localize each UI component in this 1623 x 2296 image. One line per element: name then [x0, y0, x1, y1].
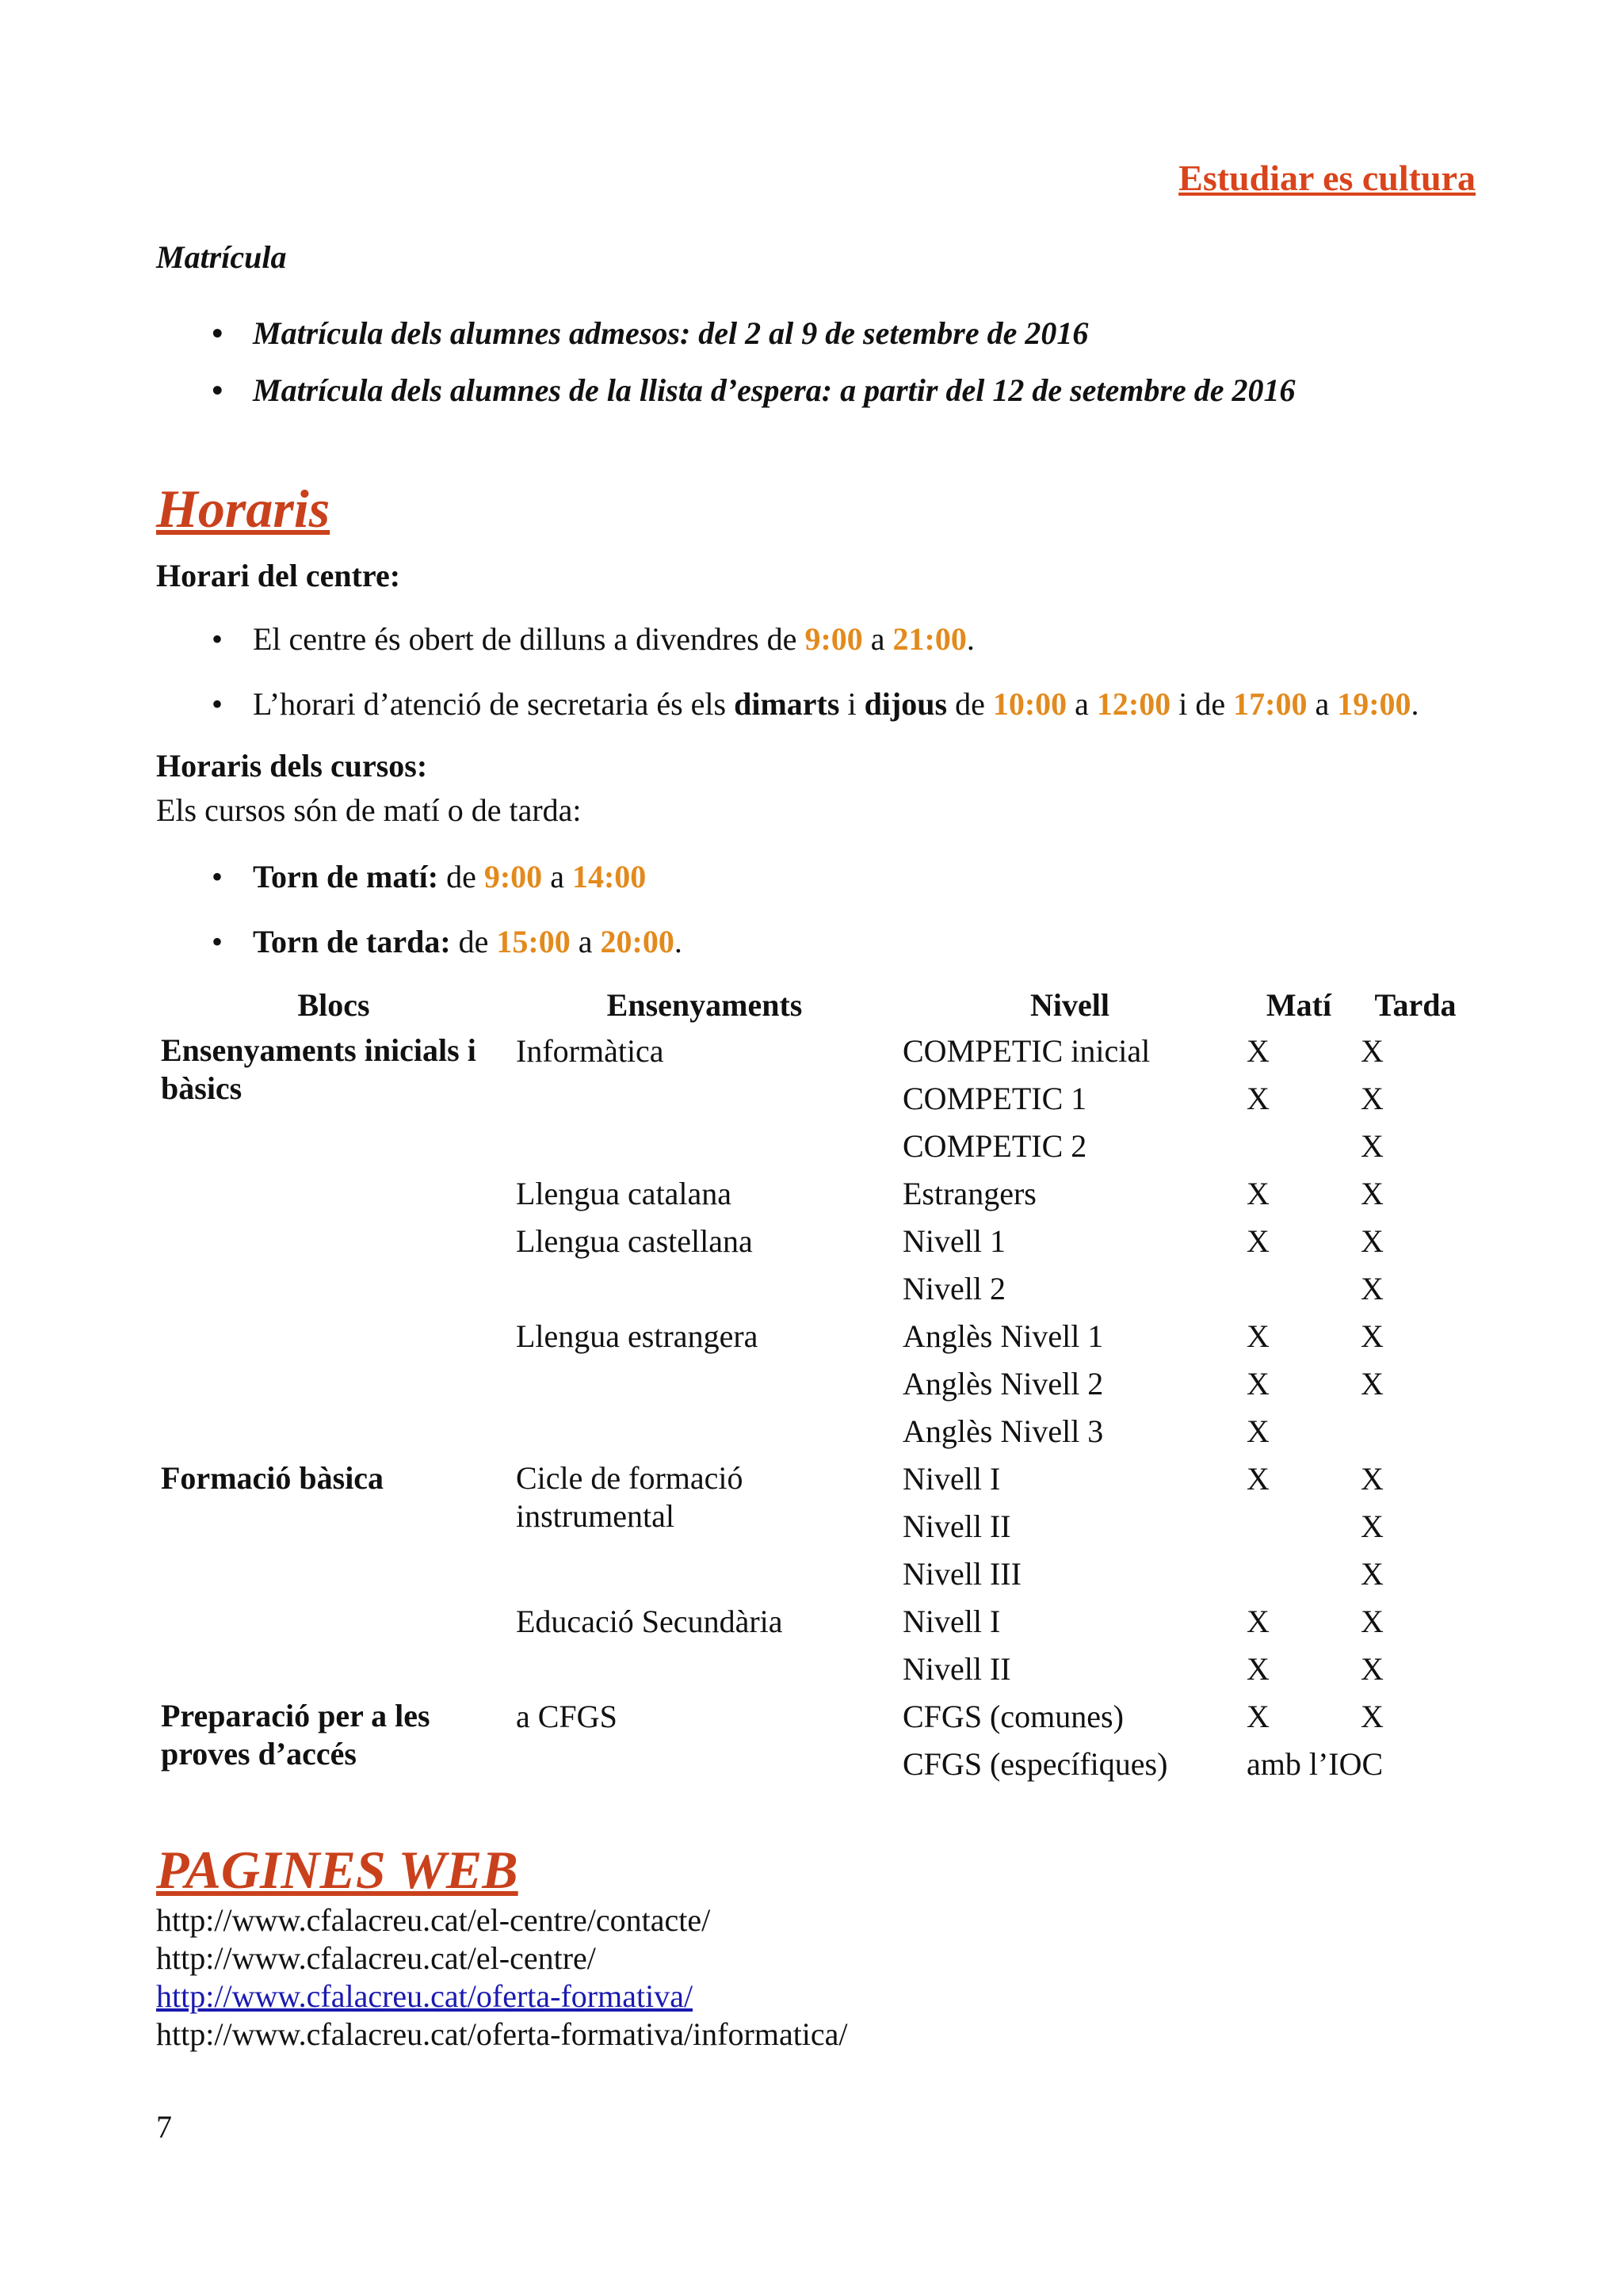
- text: de: [438, 859, 484, 894]
- web-link: http://www.cfalacreu.cat/el-centre/contacte/: [156, 1902, 711, 1938]
- text: .: [966, 621, 975, 657]
- tarda-cell: X: [1361, 1366, 1384, 1402]
- ensenyament-cell: Educació Secundària: [516, 1604, 783, 1639]
- time-value: 20:00: [600, 924, 674, 959]
- mati-cell: [1242, 1554, 1356, 1602]
- nivell-cell: CFGS (específiques): [903, 1746, 1168, 1782]
- nivell-cell: Anglès Nivell 1: [903, 1318, 1104, 1354]
- web-link: http://www.cfalacreu.cat/el-centre/: [156, 1940, 596, 1976]
- mati-cell: X: [1247, 1366, 1270, 1402]
- nivell-cell: Nivell II: [903, 1651, 1011, 1687]
- tarda-cell: X: [1361, 1128, 1384, 1164]
- text: de: [947, 686, 993, 722]
- tarda-cell: X: [1361, 1271, 1384, 1306]
- time-value: 12:00: [1096, 686, 1171, 722]
- list-item: [156, 857, 682, 922]
- mati-cell: X: [1247, 1318, 1270, 1354]
- list-item: • Matrícula dels alumnes de la llista d’espera: a partir del 12 de setembre de 2016: [156, 371, 1295, 428]
- text: El centre és obert de dilluns a divendres de: [253, 621, 805, 657]
- torn-label: Torn de tarda:: [253, 924, 451, 959]
- ensenyament-cell: a CFGS: [516, 1699, 617, 1734]
- mati-cell: X: [1247, 1699, 1270, 1734]
- day-label: dimarts: [734, 686, 840, 722]
- tarda-cell: X: [1361, 1604, 1384, 1639]
- nivell-cell: Nivell III: [903, 1556, 1022, 1592]
- mati-cell: X: [1247, 1604, 1270, 1639]
- tarda-cell: X: [1361, 1033, 1384, 1069]
- nivell-cell: CFGS (comunes): [903, 1699, 1124, 1734]
- text: a: [542, 859, 572, 894]
- tarda-cell: X: [1361, 1318, 1384, 1354]
- list-item: • Matrícula dels alumnes admesos: del 2 al 9 de setembre de 2016: [156, 314, 1295, 371]
- list-item: [156, 922, 682, 987]
- ensenyament-cell: Cicle de formació instrumental: [516, 1460, 743, 1534]
- matricula-list: [156, 314, 1295, 428]
- cursos-intro: Els cursos són de matí o de tarda:: [156, 792, 582, 828]
- text: de: [450, 924, 497, 959]
- nivell-cell: Estrangers: [903, 1176, 1037, 1211]
- tarda-cell: X: [1361, 1176, 1384, 1211]
- time-value: 15:00: [496, 924, 571, 959]
- time-value: 9:00: [483, 859, 543, 894]
- time-value: 14:00: [571, 859, 647, 894]
- nivell-cell: Nivell I: [903, 1604, 1001, 1639]
- header-link-estudiar[interactable]: Estudiar es cultura: [1178, 158, 1476, 198]
- tarda-cell: X: [1361, 1223, 1384, 1259]
- time-value: 10:00: [992, 686, 1067, 722]
- header-mati: Matí: [1266, 987, 1332, 1023]
- mati-cell: [1242, 1127, 1356, 1174]
- nivell-cell: Nivell II: [903, 1508, 1011, 1544]
- time-value: 19:00: [1337, 686, 1411, 722]
- text: a: [1067, 686, 1097, 722]
- header-nivell: Nivell: [1030, 987, 1109, 1023]
- mati-cell: X: [1247, 1461, 1270, 1497]
- list-item: [156, 620, 1419, 685]
- time-value: 21:00: [892, 621, 967, 657]
- day-label: dijous: [864, 686, 948, 722]
- bloc-cell: Formació bàsica: [161, 1460, 384, 1496]
- nivell-cell: COMPETIC inicial: [903, 1033, 1151, 1069]
- table-row: [156, 1697, 1475, 1745]
- header-ensenyaments: Ensenyaments: [606, 987, 803, 1023]
- ensenyament-cell: Llengua estrangera: [516, 1318, 758, 1354]
- tarda-cell: X: [1361, 1651, 1384, 1687]
- nivell-cell: COMPETIC 2: [903, 1128, 1087, 1164]
- mati-cell: X: [1247, 1651, 1270, 1687]
- ensenyament-cell: Informàtica: [516, 1033, 664, 1069]
- bloc-cell: Preparació per a les proves d’accés: [161, 1698, 430, 1772]
- text: i: [839, 686, 865, 722]
- text: a: [862, 621, 893, 657]
- header-tarda: Tarda: [1374, 987, 1457, 1023]
- tarda-cell: X: [1361, 1081, 1384, 1116]
- web-link: http://www.cfalacreu.cat/oferta-formativa/informatica/: [156, 2016, 848, 2052]
- tarda-cell: X: [1361, 1699, 1384, 1734]
- text: a: [570, 924, 601, 959]
- courses-table: [156, 986, 1475, 1792]
- web-link-oferta-formativa[interactable]: http://www.cfalacreu.cat/oferta-formativa/: [156, 1978, 693, 2014]
- nivell-cell: Anglès Nivell 2: [903, 1366, 1104, 1402]
- text: a: [1307, 686, 1338, 722]
- horaris-title: Horaris: [156, 479, 330, 539]
- header-blocs: Blocs: [297, 987, 370, 1023]
- web-links-list: [156, 1901, 848, 2054]
- mati-cell: [1242, 1507, 1356, 1554]
- mati-cell: X: [1247, 1223, 1270, 1259]
- nivell-cell: Anglès Nivell 3: [903, 1413, 1104, 1449]
- page-number: 7: [156, 2109, 172, 2145]
- horaris-cursos-heading: Horaris dels cursos:: [156, 748, 428, 784]
- table-row: [156, 1032, 1475, 1079]
- ensenyament-cell: Llengua catalana: [516, 1176, 732, 1211]
- text: L’horari d’atenció de secretaria és els: [253, 686, 735, 722]
- torns-list: [156, 857, 682, 987]
- nivell-cell: COMPETIC 1: [903, 1081, 1087, 1116]
- text: .: [1411, 686, 1419, 722]
- bloc-cell: Ensenyaments inicials i bàsics: [161, 1032, 476, 1106]
- nivell-cell: Nivell 1: [903, 1223, 1006, 1259]
- mati-cell: X: [1247, 1176, 1270, 1211]
- mati-cell: [1242, 1269, 1356, 1317]
- text: i de: [1170, 686, 1234, 722]
- time-value: 9:00: [804, 621, 863, 657]
- nivell-cell: Nivell 2: [903, 1271, 1006, 1306]
- table-header-row: [156, 986, 1475, 1032]
- tarda-cell: X: [1361, 1508, 1384, 1544]
- horari-centre-list: [156, 620, 1419, 749]
- torn-label: Torn de matí:: [253, 859, 439, 894]
- time-value: 17:00: [1233, 686, 1308, 722]
- tarda-cell: X: [1361, 1461, 1384, 1497]
- mati-cell: X: [1247, 1081, 1270, 1116]
- ensenyament-cell: Llengua castellana: [516, 1223, 753, 1259]
- tarda-cell: [1356, 1412, 1475, 1459]
- mati-cell: X: [1247, 1033, 1270, 1069]
- tarda-cell: X: [1361, 1556, 1384, 1592]
- nivell-cell: Nivell I: [903, 1461, 1001, 1497]
- text: .: [674, 924, 682, 959]
- horari-centre-heading: Horari del centre:: [156, 558, 401, 593]
- list-item: [156, 685, 1419, 749]
- table-row: [156, 1459, 1475, 1507]
- mati-cell: X: [1247, 1413, 1270, 1449]
- matricula-title: Matrícula: [156, 239, 287, 275]
- pagines-web-title: PAGINES WEB: [156, 1840, 518, 1900]
- mati-cell: amb l’IOC: [1247, 1746, 1384, 1782]
